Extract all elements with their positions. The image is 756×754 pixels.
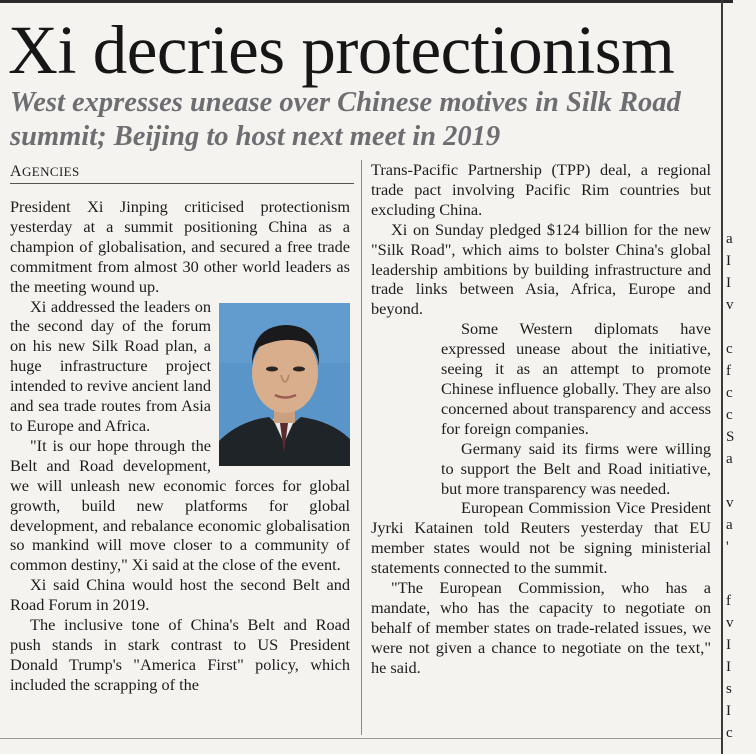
portrait-illustration (219, 303, 350, 466)
paragraph: Xi said China would host the second Belt and Road Forum in 2019. (10, 575, 350, 615)
article-column-1 (10, 197, 350, 733)
fragment-letter: I (726, 703, 731, 719)
paragraph: Germany said its firms were willing to support the Belt and Road initiative, but more transparency was needed. (441, 438, 711, 498)
fragment-letter: ' (726, 539, 729, 555)
fragment-letter: c (726, 725, 733, 741)
fragment-letter: c (726, 407, 733, 423)
byline-rest: GENCIES (21, 164, 80, 179)
fragment-letter: c (726, 385, 733, 401)
fragment-letter: v (726, 495, 734, 511)
photo-wrap-space (371, 319, 437, 502)
bottom-rule (0, 738, 721, 739)
paragraph: European Commission Vice President Jyrki Katainen told Reuters yesterday that EU member states would not be signing ministerial statements connected to the summit. (371, 498, 711, 578)
fragment-letter: a (726, 451, 733, 467)
adjacent-article-fragment (726, 0, 733, 754)
fragment-letter: v (726, 297, 734, 313)
subheadline: West expresses unease over Chinese motives in Silk Road summit; Beijing to host next meet in 2019 (10, 87, 681, 152)
paragraph: Trans-Pacific Partnership (TPP) deal, a regional trade pact involving Pacific Rim countries but excluding China. (371, 160, 711, 219)
paragraph: President Xi Jinping criticised protectionism yesterday at a summit positioning China as a champion of globalisation, and secured a free trade commitment from almost 30 other world leaders as the meeting wound up. (10, 197, 350, 296)
article-column-2 (371, 160, 711, 735)
fragment-letter: I (726, 275, 731, 291)
paragraph: "The European Commission, who has a mandate, who has the capacity to negotiate on behalf of member states on trade-related issues, we were not given a chance to negotiate on the text," he said. (371, 578, 711, 677)
byline (10, 163, 354, 184)
paragraph: Some Western diplomats have expressed unease about the initiative, seeing it as an attempt to promote Chinese influence globally. They are also concerned about transparency and access for foreign companies. (441, 319, 711, 438)
fragment-letter: s (726, 681, 732, 697)
paragraph: Xi on Sunday pledged $124 billion for the new "Silk Road", which aims to bolster China's global leadership ambitions by building infrastructure and trade links between Asia, Africa, Europe and beyond. (371, 219, 711, 319)
fragment-letter: v (726, 615, 734, 631)
fragment-letter: a (726, 231, 733, 247)
fragment-letter: S (726, 429, 735, 445)
fragment-letter: I (726, 659, 731, 675)
right-column-divider (721, 0, 723, 754)
fragment-letter: I (726, 253, 731, 269)
fragment-letter: c (726, 341, 733, 357)
byline-initial: A (10, 163, 22, 180)
paragraph: Xi addressed the leaders on the second day of the forum on his new Silk Road plan, a huge infrastructure project intended to revive ancient land and sea trade routes from Asia to Europe and Africa. (10, 296, 211, 435)
xi-jinping-photo (219, 303, 350, 466)
paragraph: The inclusive tone of China's Belt and Road push stands in stark contrast to US President Donald Trump's "America First" policy, which included the scrapping of the (10, 615, 350, 694)
fragment-letter: I (726, 637, 731, 653)
fragment-letter: a (726, 517, 733, 533)
paragraph: "It is our hope through the Belt and Road development, we will unleash new economic forces for global growth, build new platforms for global development, and rebalance economic globalisation so mankind will move closer to a community of common destiny," Xi said at the close of the event. (10, 435, 350, 575)
fragment-letter: f (726, 593, 731, 609)
headline: Xi decries protectionism (8, 12, 675, 88)
column-divider (361, 160, 362, 735)
fragment-letter: f (726, 363, 731, 379)
top-rule (0, 0, 733, 3)
